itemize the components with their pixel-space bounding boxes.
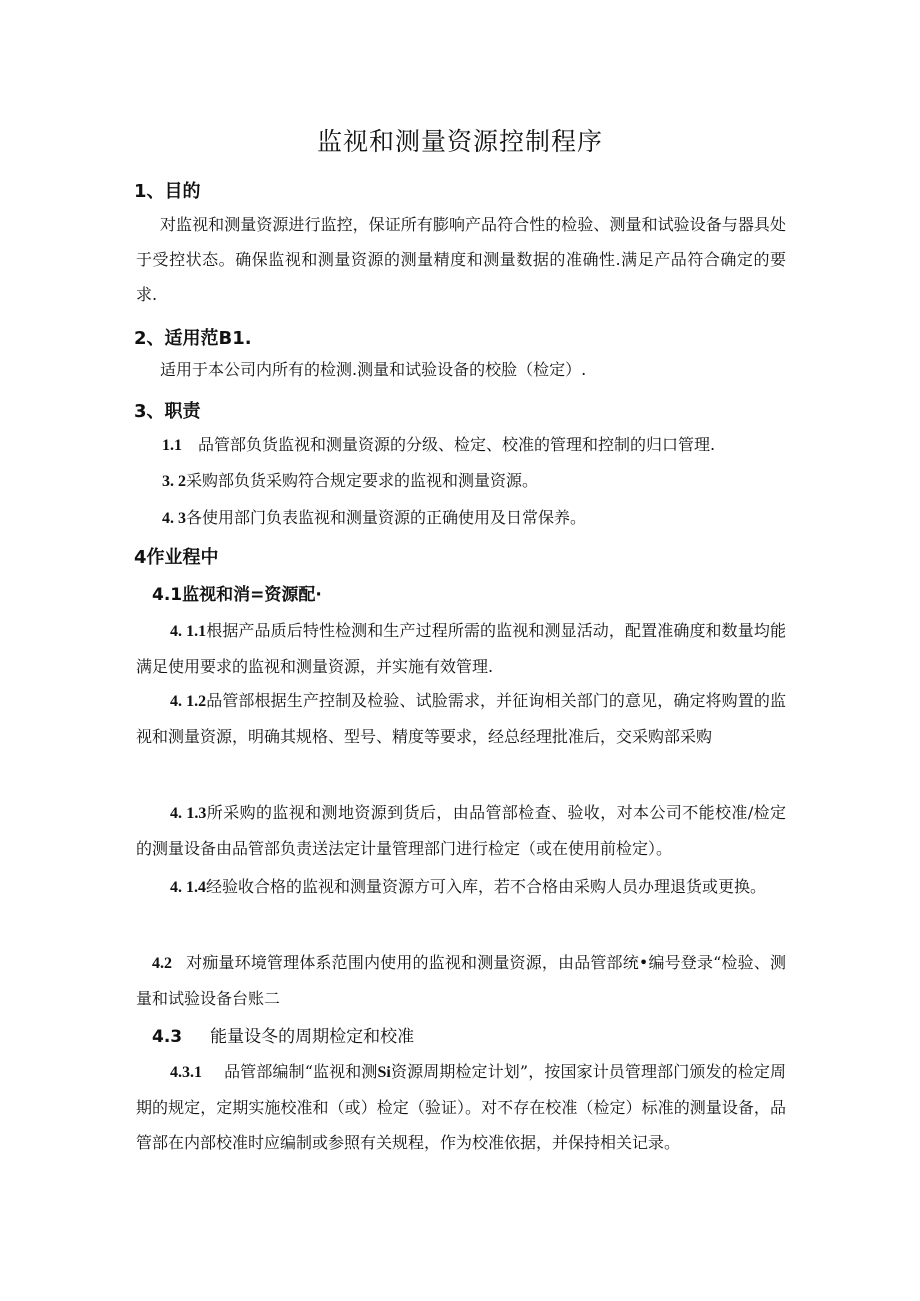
section-4-1-3: 4. 1.3所采购的监视和测地资源到货后，由品管部检查、验收，对本公司不能校准/检定的测量设备由品管部负责送法定计量管理部门进行检定（或在使用前检定）。: [136, 803, 786, 858]
section-1-heading: 1、目的: [134, 181, 201, 202]
section-3-item-1: 1.1 品管部负货监视和测量资源的分级、检定、校准的管理和控制的归口管理.: [162, 435, 716, 454]
section-4-heading: 4作业程中: [134, 547, 219, 568]
section-4-1-4: 4. 1.4经验收合格的监视和测量资源方可入库，若不合格由采购人员办理退货或更换。: [170, 877, 767, 896]
section-4-1-1: 4. 1.1根据产品质后特性检测和生产过程所需的监视和测显活动，配置准确度和数量均能满足使用要求的监视和测量资源，并实施有效管理.: [136, 621, 786, 676]
section-3-item-2: 3. 2采购部负货采购符合规定要求的监视和测量资源。: [162, 471, 539, 490]
section-2-body: 适用于本公司内所有的检测.测量和试验设备的校脸（检定）.: [160, 360, 587, 379]
section-2-heading: 2、适用范B1.: [134, 328, 252, 349]
section-4-3-heading: 4.3 能量设冬的周期检定和校准: [152, 1027, 415, 1047]
section-4-2: 4.2 对痂量环境管理体系范围内使用的监视和测量资源，由品管部统•编号登录“检验、测量和试验设备台账二: [136, 953, 786, 1008]
section-4-3-1: 4.3.1 品管部编制“监视和测Si资源周期检定计划”，按国家计员管理部门颁发的检定周期的规定，定期实施校准和（或）检定（验证）。对不存在校准（检定）标准的测量设备，品管部在内部校准时应编制或参照有关规程，作为校准依据，并保持相关记录。: [136, 1062, 786, 1152]
document-title: 监视和测量资源控制程序: [316, 127, 603, 156]
section-3-item-3: 4. 3各使用部门负表监视和测量资源的正确使用及日常保养。: [162, 508, 587, 527]
section-4-1-2: 4. 1.2品管部根据生产控制及检验、试脸需求，并征询相关部门的意见，确定将购置的监视和测量资源，明确其规格、型号、精度等要求，经总经理批准后，交采购部采购: [136, 691, 786, 746]
section-3-heading: 3、职责: [134, 401, 201, 422]
section-1-body: 对监视和测量资源进行监控，保证所有膨响产品符合性的检验、测量和试验设备与器具处于受控状态。确保监视和测量资源的测量精度和测量数据的准确性.满足产品符合确定的要求.: [136, 215, 786, 304]
section-4-1-heading: 4.1监视和消=资源配·: [152, 585, 322, 605]
